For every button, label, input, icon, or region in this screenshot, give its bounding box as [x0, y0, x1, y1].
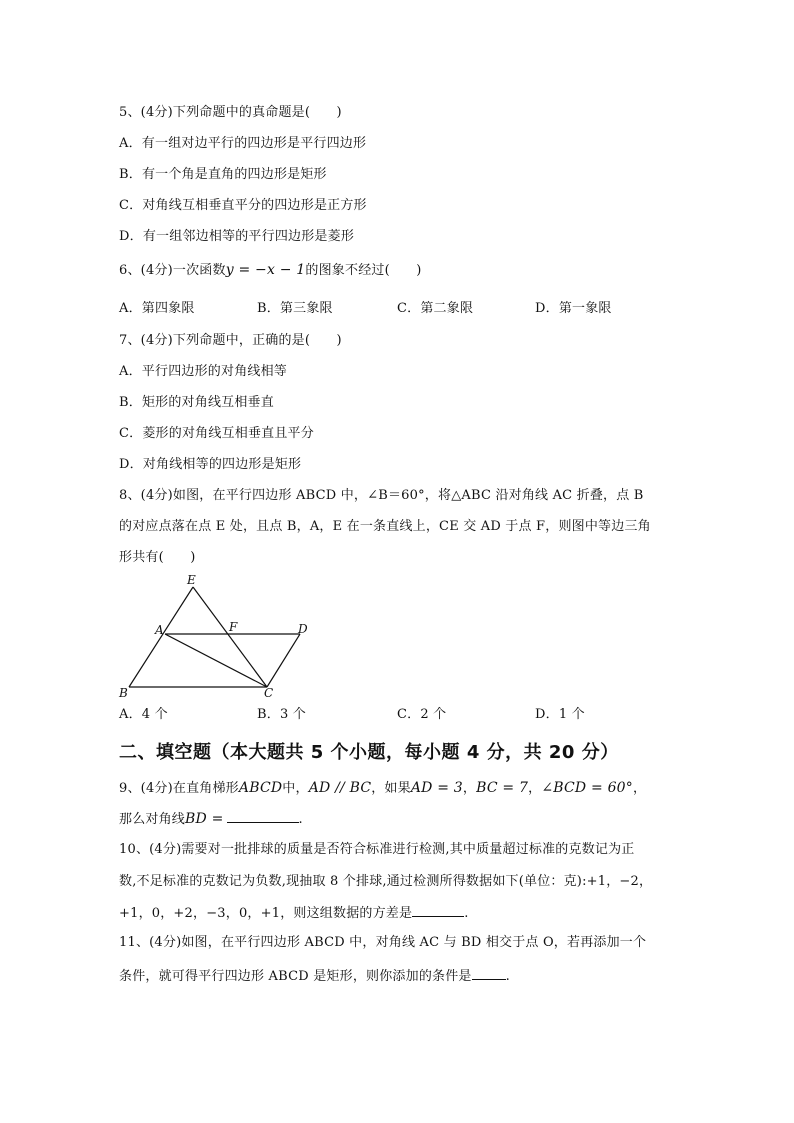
q9-line2-end: . [298, 812, 303, 827]
q6-option-d: D．第一象限 [535, 301, 612, 316]
q7-option-a: A．平行四边形的对角线相等 [119, 364, 287, 379]
q11-line1: 11、(4分)如图，在平行四边形 ABCD 中，对角线 AC 与 BD 相交于点 O，若再添加一个 [119, 935, 647, 950]
q9-zhong: 中， [282, 781, 309, 796]
q8-stem-line3: 形共有( ) [119, 550, 196, 565]
q8-option-a: A．4 个 [119, 707, 168, 722]
q10-line3 [119, 904, 469, 923]
q9-line1 [119, 779, 646, 798]
q7-option-b: B．矩形的对角线互相垂直 [119, 395, 274, 410]
q6-options [119, 300, 679, 318]
segment-cd [267, 634, 300, 687]
q9-comma2: ， [528, 781, 542, 796]
q8-option-d: D．1 个 [535, 707, 585, 722]
section-heading: 二、填空题（本大题共 5 个小题，每小题 4 分，共 20 分） [119, 742, 619, 763]
q10-answer-blank[interactable] [412, 904, 464, 917]
q6-stem-prefix: 6、(4分)一次函数 [119, 263, 226, 278]
q8-stem-line2: 的对应点落在点 E 处，且点 B，A，E 在一条直线上，CE 交 AD 于点 F，则图中等边三角 [119, 519, 651, 534]
q9-ruguo: ，如果 [371, 781, 411, 796]
q8-option-c: C．2 个 [397, 707, 447, 722]
q11-line2 [119, 967, 510, 986]
q7-stem: 7、(4分)下列命题中，正确的是( ) [119, 333, 342, 348]
q6-stem [119, 261, 422, 280]
label-c: C [264, 686, 274, 700]
label-d: D [298, 622, 308, 636]
q10-line1: 10、(4分)需要对一批排球的质量是否符合标准进行检测,其中质量超过标准的克数记为正 [119, 842, 635, 857]
q5-option-d: D．有一组邻边相等的平行四边形是菱形 [119, 229, 355, 244]
q5-stem: 5、(4分)下列命题中的真命题是( ) [119, 105, 342, 120]
q6-option-c: C．第二象限 [397, 301, 474, 316]
q10-line2: 数,不足标准的克数记为负数,现抽取 8 个排球,通过检测所得数据如下(单位：克):+1，−2， [119, 874, 653, 889]
q10-line3-prefix: +1，0，+2，−3，0，+1，则这组数据的方差是 [119, 906, 413, 921]
label-a: A [155, 623, 164, 637]
segment-be [129, 587, 193, 687]
q9-abcd: ABCD [238, 780, 283, 796]
q11-line2-end: . [505, 969, 510, 984]
q6-formula: y = −x − 1 [225, 262, 306, 278]
q6-stem-suffix: 的图象不经过( ) [305, 263, 422, 278]
q9-bd: BD = [185, 811, 224, 827]
q9-angle: ∠BCD = 60° [541, 780, 633, 796]
segment-ec [193, 587, 267, 687]
q9-comma3: ， [633, 781, 647, 796]
q11-answer-blank[interactable] [472, 967, 506, 980]
q5-option-c: C．对角线互相垂直平分的四边形是正方形 [119, 198, 367, 213]
q11-line2-prefix: 条件，就可得平行四边形 ABCD 是矩形，则你添加的条件是 [119, 969, 472, 984]
q8-options [119, 706, 679, 724]
q9-line2-prefix: 那么对角线 [119, 812, 186, 827]
label-b: B [119, 686, 128, 700]
q8-figure [115, 573, 315, 703]
q9-line2 [119, 810, 303, 829]
q9-parallel: AD // BC [308, 780, 372, 796]
label-e: E [187, 573, 196, 587]
segment-ac [165, 634, 267, 687]
q7-option-d: D．对角线相等的四边形是矩形 [119, 457, 302, 472]
q9-answer-blank[interactable] [227, 810, 299, 823]
q9-comma1: ， [462, 781, 477, 796]
q9-bc: BC = 7 [476, 780, 529, 796]
q8-option-b: B．3 个 [257, 707, 306, 722]
label-f: F [229, 620, 238, 634]
q10-line3-end: . [464, 906, 469, 921]
q5-option-b: B．有一个角是直角的四边形是矩形 [119, 167, 327, 182]
q9-prefix: 9、(4分)在直角梯形 [119, 781, 239, 796]
q5-option-a: A．有一组对边平行的四边形是平行四边形 [119, 136, 367, 151]
q7-option-c: C．菱形的对角线互相垂直且平分 [119, 426, 314, 441]
q6-option-b: B．第三象限 [257, 301, 333, 316]
q6-option-a: A．第四象限 [119, 301, 195, 316]
q8-stem-line1: 8、(4分)如图，在平行四边形 ABCD 中，∠B＝60°，将△ABC 沿对角线 AC 折叠，点 B [119, 488, 644, 503]
q9-ad: AD = 3 [410, 780, 463, 796]
